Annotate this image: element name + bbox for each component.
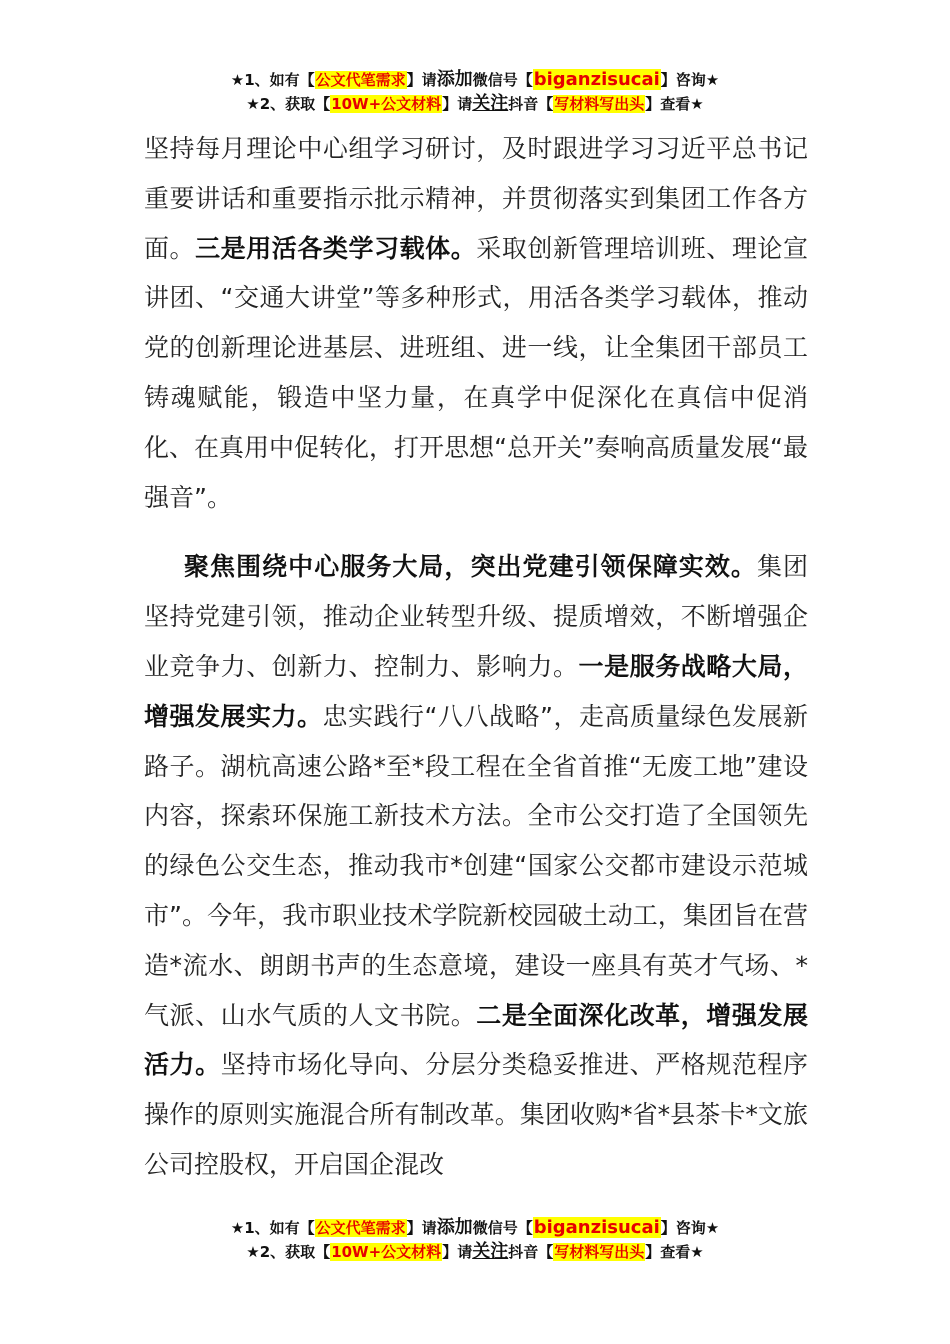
banner-highlight: 公文代笔需求: [315, 71, 406, 89]
banner-wechat-id: biganzisucai: [533, 69, 660, 90]
banner-text: 】请: [442, 1243, 473, 1261]
banner-text: 】请: [442, 95, 473, 113]
banner-text: ★1、如有【: [230, 71, 315, 89]
banner-highlight: 10W+公文材料: [331, 95, 442, 113]
paragraph-heading: 一是服务战略大局，增强发展实力。: [144, 651, 808, 731]
paragraph-text: 采取创新管理培训班、理论宣讲团、“交通大讲堂”等多种形式，用活各类学习载体，推动党的创新理论进基层、进班组、进一线，让全集团干部员工铸魂赋能，锻造中坚力量，在真学中促深化在真信中促消化、在真用中促转化，打开思想“总开关”奏响高质量发展“最强音”。: [144, 233, 808, 512]
banner-highlight: 10W+公文材料: [331, 1243, 442, 1261]
banner-emphasis: 添加: [436, 69, 473, 90]
paragraph-text: 坚持市场化导向、分层分类稳妥推进、严格规范程序操作的原则实施混合所有制改革。集团收购*省*县茶卡*文旅公司控股权，开启国企混改: [144, 1050, 808, 1179]
paragraph-heading: 二是全面深化改革，增强发展活力。: [144, 1000, 808, 1080]
banner-text: 】请: [406, 1219, 437, 1237]
banner-text: 】咨询★: [660, 71, 720, 89]
paragraph-text: 忠实践行“八八战略”，走高质量绿色发展新路子。湖杭高速公路*至*段工程在全省首推“无废工地”建设内容，探索环保施工新技术方法。全市公交打造了全国领先的绿色公交生态，推动我市*创建“国家公交都市建设示范城市”。今年，我市职业技术学院新校园破土动工，集团旨在营造*流水、朗朗书声的生态意境，建设一座具有英才气场、*气派、山水气质的人文书院。: [144, 701, 808, 1030]
paragraph-heading: 聚焦围绕中心服务大局，突出党建引领保障实效。: [184, 552, 757, 582]
paragraph-1: [144, 124, 808, 522]
banner-line-1: [0, 1216, 950, 1240]
banner-text: 抖音【: [508, 1243, 554, 1261]
banner-line-2: [0, 1240, 950, 1264]
banner-text: 微信号【: [472, 71, 533, 89]
document-body: [144, 124, 808, 1190]
banner-text: ★2、获取【: [246, 95, 331, 113]
paragraph-2: [144, 542, 808, 1189]
banner-douyin-id: 写材料写出头: [554, 95, 645, 113]
banner-text: 】查看★: [645, 1243, 704, 1261]
paragraph-text: 集团坚持党建引领，推动企业转型升级、提质增效，不断增强企业竞争力、创新力、控制力、影响力。: [144, 552, 808, 681]
paragraph-heading: 三是用活各类学习载体。: [195, 233, 477, 263]
banner-emphasis: 关注: [472, 93, 509, 114]
banner-line-1: [0, 68, 950, 92]
footer-banner: [0, 1216, 950, 1264]
banner-text: 】咨询★: [660, 1219, 720, 1237]
banner-text: 抖音【: [508, 95, 554, 113]
banner-text: 】查看★: [645, 95, 704, 113]
banner-douyin-id: 写材料写出头: [554, 1243, 645, 1261]
banner-wechat-id: biganzisucai: [533, 1217, 660, 1238]
banner-emphasis: 关注: [472, 1241, 509, 1262]
banner-text: ★1、如有【: [230, 1219, 315, 1237]
banner-emphasis: 添加: [436, 1217, 473, 1238]
banner-text: 微信号【: [472, 1219, 533, 1237]
header-banner: [0, 68, 950, 116]
banner-highlight: 公文代笔需求: [315, 1219, 406, 1237]
banner-text: ★2、获取【: [246, 1243, 331, 1261]
banner-text: 】请: [406, 71, 437, 89]
banner-line-2: [0, 92, 950, 116]
paragraph-text: 坚持每月理论中心组学习研讨，及时跟进学习习近平总书记重要讲话和重要指示批示精神，并贯彻落实到集团工作各方面。: [144, 134, 808, 263]
